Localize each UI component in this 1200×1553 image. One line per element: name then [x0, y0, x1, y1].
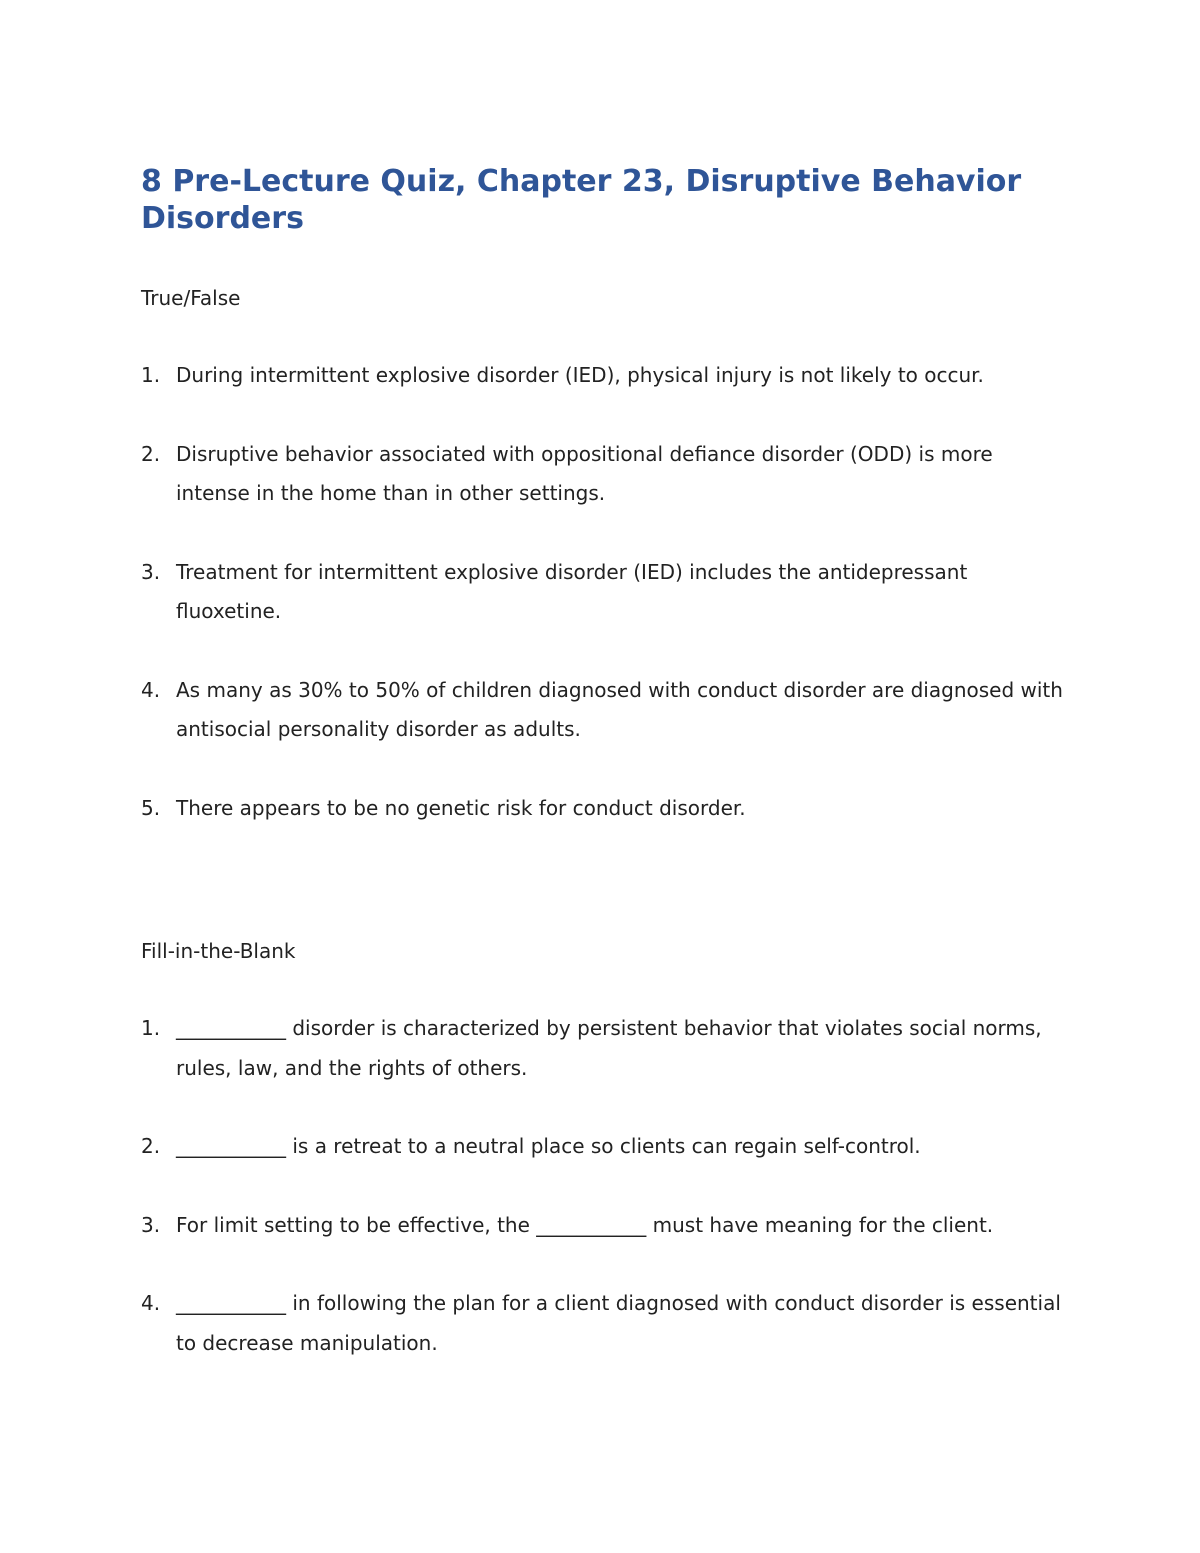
question-item: [141, 1206, 1071, 1246]
question-text: As many as 30% to 50% of children diagnosed with conduct disorder are diagnosed with antisocial personality disorder as adults.: [176, 677, 1063, 741]
question-item: [141, 435, 1071, 514]
question-text: ___________ in following the plan for a client diagnosed with conduct disorder is essential to decrease manipulation.: [176, 1291, 1061, 1355]
question-text: For limit setting to be effective, the ___________ must have meaning for the client.: [176, 1212, 994, 1237]
question-item: [141, 1009, 1071, 1088]
question-number: 4.: [141, 1291, 161, 1315]
question-item: [141, 553, 1071, 632]
section-heading-fill-in-the-blank: Fill-in-the-Blank: [141, 939, 296, 963]
question-text: There appears to be no genetic risk for conduct disorder.: [176, 795, 746, 820]
question-number: 5.: [141, 795, 161, 820]
true-false-question-list: [141, 356, 1071, 828]
question-item: [141, 1284, 1071, 1363]
question-item: [141, 1127, 1071, 1167]
question-text: ___________ disorder is characterized by persistent behavior that violates social norms, rules, law, and the rights of others.: [176, 1016, 1042, 1080]
question-number: 2.: [141, 1134, 161, 1158]
question-number: 3.: [141, 559, 161, 584]
question-text: Treatment for intermittent explosive disorder (IED) includes the antidepressant fluoxetine.: [176, 559, 968, 623]
fill-in-blank-question-list: [141, 1009, 1071, 1363]
question-item: [141, 789, 1071, 829]
question-text: During intermittent explosive disorder (IED), physical injury is not likely to occur.: [176, 363, 984, 387]
question-number: 3.: [141, 1212, 161, 1237]
question-text: Disruptive behavior associated with oppositional defiance disorder (ODD) is more intense in the home than in other settings.: [176, 441, 993, 505]
question-number: 1.: [141, 363, 161, 387]
question-number: 2.: [141, 441, 161, 466]
page-title: 8 Pre-Lecture Quiz, Chapter 23, Disruptive Behavior Disorders: [141, 164, 1022, 236]
question-text: ___________ is a retreat to a neutral place so clients can regain self-control.: [176, 1134, 921, 1158]
question-number: 4.: [141, 677, 161, 702]
question-item: [141, 356, 1071, 396]
section-heading-true-false: True/False: [141, 286, 241, 310]
question-item: [141, 671, 1071, 750]
question-number: 1.: [141, 1016, 161, 1040]
